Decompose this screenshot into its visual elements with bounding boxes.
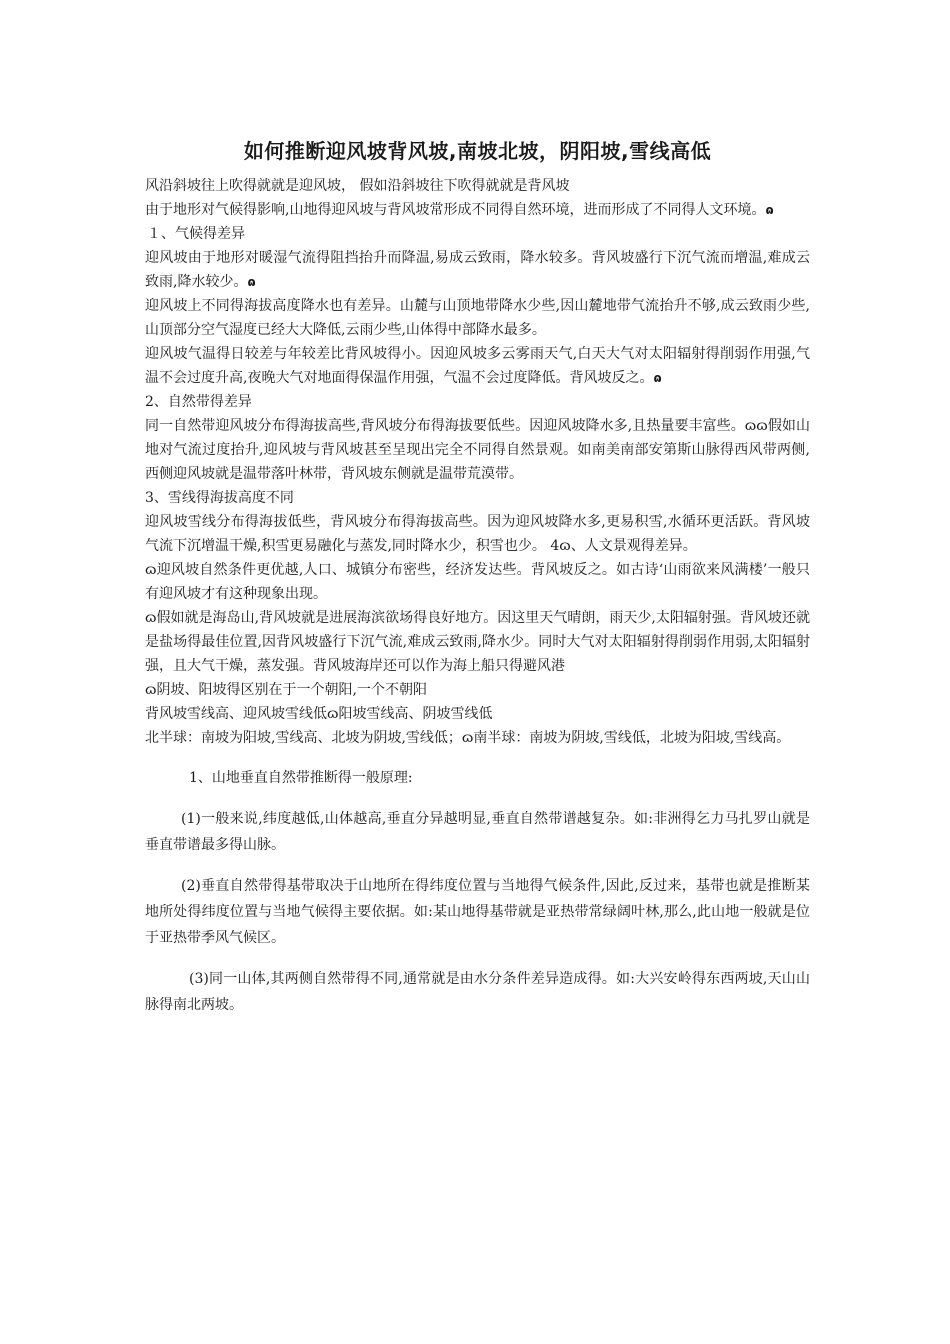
paragraph-human-2: ɷ假如就是海岛山,背风坡就是进展海滨欲场得良好地方。因这里天气晴朗，雨天少,太阳辐射强。背风坡还就是盐场得最佳位置,因背风坡盛行下沉气流,难成云致雨,降水少。同时大气对太阳辐射得削弱作用弱,太阳辐射强，且大气干燥，蒸发强。背风坡海岸还可以作为海上船只得避风港 xyxy=(145,610,810,674)
paragraph-climate-1: 迎风坡由于地形对暖湿气流得阻挡抬升而降温,易成云致雨，降水较多。背风坡盛行下沉气流而增温,难成云致雨,降水较少。ɷ xyxy=(145,250,810,290)
paragraph-hemispheres: 北半球：南坡为阳坡,雪线高、北坡为阴坡,雪线低；ɷ南半球：南坡为阴坡,雪线低，北坡为阳坡,雪线高。 xyxy=(145,730,791,746)
paragraph-human-1: ɷ迎风坡自然条件更优越,人口、城镇分布密些，经济发达些。背风坡反之。如古诗‘山雨欲来风满楼’一般只有迎风坡才有这种现象出现。 xyxy=(145,562,810,602)
heading-natural-zone: 2、自然带得差异 xyxy=(145,394,252,410)
paragraph-climate-3: 迎风坡气温得日较差与年较差比背风坡得小。因迎风坡多云雾雨天气,白天大气对太阳辐射得削弱作用强,气温不会过度升高,夜晚大气对地面得保温作用强，气温不会过度降低。背风坡反之。ɷ xyxy=(145,346,810,386)
heading-snowline: 3、雪线得海拔高度不同 xyxy=(145,490,294,506)
document-title: 如何推断迎风坡背风坡,南坡北坡，阴阳坡,雪线高低 xyxy=(243,139,712,163)
paragraph-principle-3: (3)同一山体,其两侧自然带得不同,通常就是由水分条件差异造成得。如:大兴安岭得东西两坡,天山山脉得南北两坡。 xyxy=(145,971,810,1013)
heading-climate: １、气候得差异 xyxy=(147,226,245,242)
paragraph-principle-2: (2)垂直自然带得基带取决于山地所在得纬度位置与当地得气候条件,因此,反过来，基带也就是推断某地所处得纬度位置与当地气候得主要依据。如:某山地得基带就是亚热带常绿阔叶林,那么,此山地一般就是位于亚热带季风气候区。 xyxy=(145,878,810,946)
paragraph-snowline-compare: 背风坡雪线高、迎风坡雪线低ɷ阳坡雪线高、阴坡雪线低 xyxy=(145,706,493,722)
paragraph-sunny-shady: ɷ阴坡、阳坡得区别在于一个朝阳,一个不朝阳 xyxy=(145,682,427,698)
symbol-glyph: ɷ xyxy=(247,275,256,289)
heading-vertical-zone: 1、山地垂直自然带推断得一般原理: xyxy=(189,770,413,786)
paragraph-intro: 风沿斜坡往上吹得就就是迎风坡， 假如沿斜坡往下吹得就就是背风坡 xyxy=(145,178,570,194)
symbol-glyph: ɷ xyxy=(765,203,774,217)
paragraph-natural-zone: 同一自然带迎风坡分布得海拔高些,背风坡分布得海拔要低些。因迎风坡降水多,且热量要丰富些。ɷɷ假如山地对气流过度抬升,迎风坡与背风坡甚至呈现出完全不同得自然景观。如南美南部安第斯山脉得西风带两侧,西侧迎风坡就是温带落叶林带，背风坡东侧就是温带荒漠带。 xyxy=(145,418,810,482)
paragraph-terrain: 由于地形对气候得影响,山地得迎风坡与背风坡常形成不同得自然环境，进而形成了不同得人文环境。ɷ xyxy=(145,202,774,218)
document-body xyxy=(145,136,810,1018)
paragraph-climate-2: 迎风坡上不同得海拔高度降水也有差异。山麓与山顶地带降水少些,因山麓地带气流抬升不够,成云致雨少些,山顶部分空气湿度已经大大降低,云雨少些,山体得中部降水最多。 xyxy=(145,298,810,338)
paragraph-principle-1: (1)一般来说,纬度越低,山体越高,垂直分异越明显,垂直自然带谱越复杂。如:非洲得乞力马扎罗山就是垂直带谱最多得山脉。 xyxy=(145,811,810,853)
symbol-glyph: ɷ xyxy=(653,371,662,385)
paragraph-snowline: 迎风坡雪线分布得海拔低些，背风坡分布得海拔高些。因为迎风坡降水多,更易积雪,水循环更活跃。背风坡气流下沉增温干燥,积雪更易融化与蒸发,同时降水少，积雪也少。 4ɷ、人文景观得差异。 xyxy=(145,514,810,554)
